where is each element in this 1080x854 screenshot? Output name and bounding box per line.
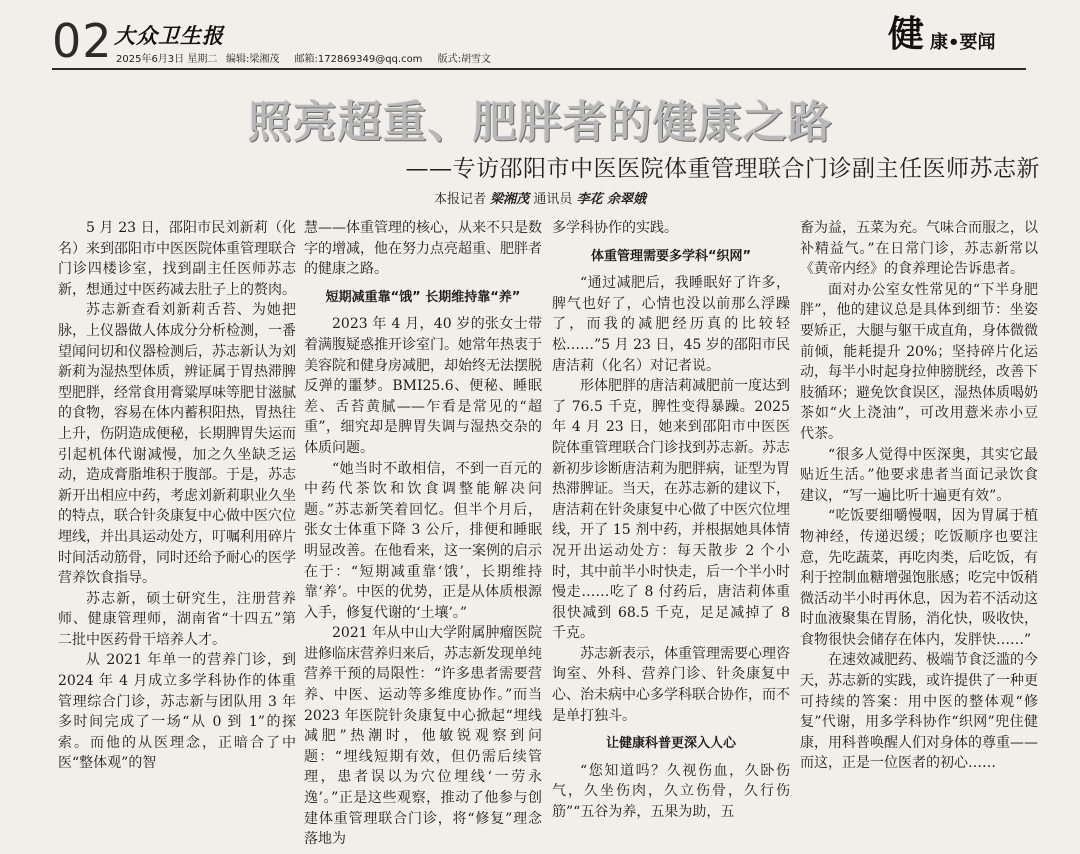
reporter-name: 梁湘茂 xyxy=(490,192,530,207)
article-column-1 xyxy=(58,218,296,774)
article-paragraph: “她当时不敢相信，不到一百元的中药代茶饮和饮食调整能解决问题。”苏志新笑着回忆。但半个月后，张女士体重下降 3 公斤，排便和睡眠明显改善。在他看来，这一案例的启示在于：“短期减重靠‘饿’，长期维持靠‘养’。中医的优势，正是从体质根源入手，修复代谢的‘土壤’。” xyxy=(304,460,542,621)
article-title: 照亮超重、肥胖者的健康之路 xyxy=(247,97,833,148)
article-paragraph: 苏志新表示，体重管理需要心理咨询室、外科、营养门诊、针灸康复中心、治未病中心多学科联合协作，而不是单打独斗。 xyxy=(552,645,790,724)
article-paragraph: 苏志新查看刘新莉舌苔、为她把脉，上仪器做人体成分分析检测，一番望闻问切和仪器检测后，苏志新认为刘新莉为湿热型体质，辨证属于胃热滞脾型肥胖，经常食用膏粱厚味等肥甘滋腻的食物，容易在体内蓄积阳热，胃热往上升，伤阴造成便秘，长期脾胃失运而引起机体代谢减慢，加之久坐缺乏运动，造成膏脂堆积于腹部。于是，苏志新开出相应中药，考虑刘新莉职业久坐的特点，联合针灸康复中心做中医穴位埋线，并出具运动处方，叮嘱利用碎片时间活动筋骨，同时还给予耐心的医学营养饮食指导。 xyxy=(58,302,296,587)
article-column-2 xyxy=(304,218,542,850)
article-column-4 xyxy=(800,218,1038,774)
article-paragraph: 2021 年从中山大学附属肿瘤医院进修临床营养归来后，苏志新发现单纯营养干预的局限性：“许多患者需要营养、中医、运动等多维度协作。”而当 2023 年医院针灸康复中心掀起“埋线减肥”热潮时，他敏锐观察到问题：“埋线短期有效，但仍需后续管理，患者误以为穴位埋线‘一劳永逸’。”正是这些观察，推动了他参与创建体重管理联合门诊，将“修复”理念落地为 xyxy=(304,625,542,848)
page-header xyxy=(0,0,1080,76)
correspondent-names: 李花 余翠娥 xyxy=(576,192,646,207)
article-paragraph: 面对办公室女性常见的“下半身肥胖”，他的建议总是具体到细节：坐姿要矫正，大腿与躯干成直角，身体微微前倾，能耗提升 20%；坚持碎片化运动，每半小时起身拉伸膀胱经，改善下肢循环；避免饮食误区，湿热体质喝奶茶如“火上浇油”，可改用薏米赤小豆代茶。 xyxy=(800,281,1038,442)
article-paragraph: “很多人觉得中医深奥，其实它最贴近生活。”他要求患者当面记录饮食建议，“写一遍比听十遍更有效”。 xyxy=(800,446,1038,504)
article-paragraph: 畜为益，五菜为充。气味合而服之，以补精益气。”在日常门诊，苏志新常以《黄帝内经》的食养理论告诉患者。 xyxy=(800,220,1038,278)
article-paragraph: “通过减肥后，我睡眠好了许多，脾气也好了，心情也没以前那么浮躁了，而我的减肥经历真的比较轻松……”5 月 23 日，45 岁的邵阳市民唐洁莉（化名）对记者说。 xyxy=(552,275,790,374)
section-title-sub: 康•要闻 xyxy=(930,32,996,53)
section-title-main: 健 xyxy=(888,13,925,55)
section-heading: 让健康科普更深入人心 xyxy=(605,736,736,752)
article-paragraph: 形体肥胖的唐洁莉减肥前一度达到了 76.5 千克，脾性变得暴躁。2025 年 4 月 23 日，她来到邵阳市中医医院体重管理联合门诊找到苏志新。苏志新初步诊断唐洁莉为肥胖病，证型为胃热滞脾证。当天，在苏志新的建议下，唐洁莉在针灸康复中心做了中医穴位埋线，开了 15 剂中药，并根据她具体情况开出运动处方：每天散步 2 个小时，其中前半小时快走，后一个半小时慢走……吃了 8 付药后，唐洁莉体重很快减到 68.5 千克，足足减掉了 8 千克。 xyxy=(552,378,790,642)
issue-date: 2025年6月3日 星期二 xyxy=(116,54,218,65)
section-heading: 体重管理需要多学科“织网” xyxy=(590,248,752,264)
byline-prefix: 本报记者 xyxy=(434,192,487,207)
byline-mid: 通讯员 xyxy=(533,192,573,207)
layout-designer: 版式:胡雪文 xyxy=(437,54,491,65)
article-column-3 xyxy=(552,218,790,823)
article-paragraph: 苏志新，硕士研究生，注册营养师、健康管理师，湖南省“十四五”第二批中医药骨干培养人才。 xyxy=(58,590,296,648)
section-heading: 短期减重靠“饿” 长期维持靠“养” xyxy=(325,289,521,305)
masthead-logo: 大众卫生报 xyxy=(114,23,224,48)
header-divider xyxy=(52,68,1026,70)
article-paragraph: “您知道吗？久视伤血，久卧伤气，久坐伤肉，久立伤骨，久行伤筋”“五谷为养，五果为助，五 xyxy=(552,762,790,821)
article-paragraph: 多学科协作的实践。 xyxy=(552,220,678,236)
editor-name: 编辑:梁湘茂 xyxy=(226,54,280,65)
article-subtitle: ——专访邵阳市中医医院体重管理联合门诊副主任医师苏志新 xyxy=(405,156,1040,182)
editor-email: 邮箱:172869349@qq.com xyxy=(294,54,423,65)
editor-info xyxy=(226,50,503,65)
page-number: 02 xyxy=(52,14,113,68)
article-paragraph: 2023 年 4 月，40 岁的张女士带着满腹疑惑推开诊室门。她常年热衷于美容院和健身房减肥，却始终无法摆脱反弹的噩梦。BMI25.6、便秘、睡眠差、舌苔黄腻——乍看是常见的“超重”，细究却是脾胃失调与湿热交杂的体质问题。 xyxy=(304,316,542,456)
article-paragraph: 从 2021 年单一的营养门诊，到 2024 年 4 月成立多学科协作的体重管理综合门诊，苏志新与团队用 3 年多时间完成了一场“从 0 到 1”的探索。而他的从医理念，正暗合了中医“整体观”的智 xyxy=(58,652,296,772)
article-paragraph: “吃饭要细嚼慢咽，因为胃属于植物神经，传递迟缓；吃饭顺序也要注意，先吃蔬菜，再吃肉类，后吃饭，有利于控制血糖增强饱胀感；吃完中饭稍微活动半小时再休息，因为若不活动这时血液聚集在胃肠，消化快，吸收快，食物很快会储存在体内，发胖快……” xyxy=(800,508,1038,648)
article-paragraph: 5 月 23 日，邵阳市民刘新莉（化名）来到邵阳市中医医院体重管理联合门诊四楼诊室，找到副主任医师苏志新，想通过中医药减去肚子上的赘肉。 xyxy=(58,220,296,298)
article-byline xyxy=(0,188,1080,207)
article-paragraph: 慧——体重管理的核心，从来不只是数字的增减，他在努力点亮超重、肥胖者的健康之路。 xyxy=(304,220,542,278)
article-paragraph: 在速效减肥药、极端节食泛滥的今天，苏志新的实践，或许提供了一种更可持续的答案：用中医的整体观“修复”代谢，用多学科协作“织网”兜住健康，用科普唤醒人们对身体的尊重——而这，正是一位医者的初心…… xyxy=(800,652,1038,772)
